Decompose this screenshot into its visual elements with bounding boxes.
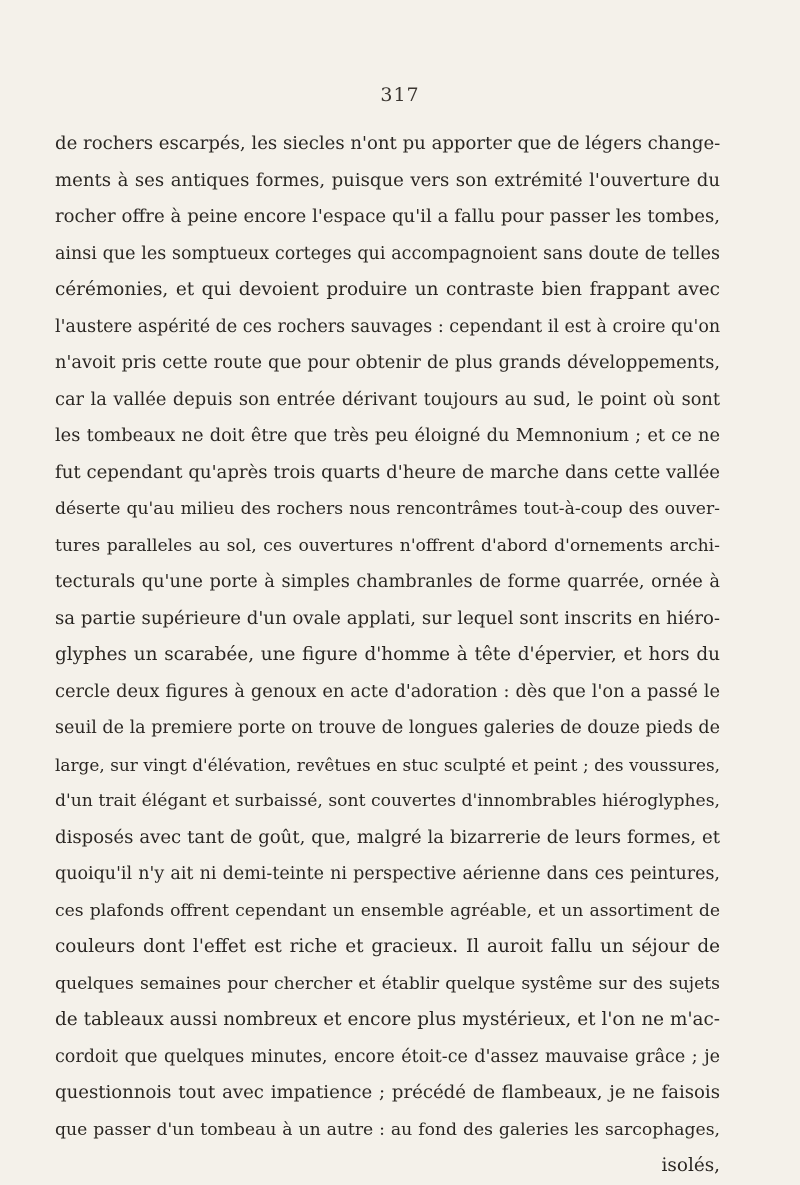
text-line: quoiqu'il n'y ait ni demi-teinte ni perspective aérienne dans ces peintures, [55,864,720,884]
text-line: tecturals qu'une porte à simples chambranles de forme quarrée, ornée à [55,571,720,592]
text-line: quelques semaines pour chercher et établir quelque systême sur des sujets [55,973,720,994]
text-line: sa partie supérieure d'un ovale applati, sur lequel sont inscrits en hiéro- [55,607,720,629]
text-line: de rochers escarpés, les siecles n'ont pu apporter que de légers change- [55,133,721,154]
text-line: d'un trait élégant et surbaissé, sont couvertes d'innombrables hiéroglyphes, [55,791,720,811]
text-line: cérémonies, et qui devoient produire un contraste bien frappant avec [55,279,720,300]
catchword: isolés, [661,1155,720,1176]
text-line: questionnois tout avec impatience ; précédé de flambeaux, je ne faisois [55,1082,720,1103]
page-number: 317 [380,84,420,106]
text-line: les tombeaux ne doit être que très peu éloigné du Memnonium ; et ce ne [55,425,720,446]
text-line: ments à ses antiques formes, puisque vers son extrémité l'ouverture du [55,169,720,191]
text-line: couleurs dont l'effet est riche et gracieux. Il auroit fallu un séjour de [55,936,720,957]
text-line: n'avoit pris cette route que pour obtenir de plus grands développements, [55,352,720,373]
text-line: disposés avec tant de goût, que, malgré la bizarrerie de leurs formes, et [55,826,720,848]
text-line: l'austere aspérité de ces rochers sauvages : cependant il est à croire qu'on [55,316,721,337]
text-line: seuil de la premiere porte on trouve de longues galeries de douze pieds de [55,718,720,738]
text-line: glyphes un scarabée, une figure d'homme à tête d'épervier, et hors du [55,644,720,665]
text-line: rocher offre à peine encore l'espace qu'il a fallu pour passer les tombes, [55,206,720,227]
text-line: déserte qu'au milieu des rochers nous rencontrâmes tout-à-coup des ouver- [55,499,720,519]
text-line: cercle deux figures à genoux en acte d'adoration : dès que l'on a passé le [55,680,720,702]
text-line: car la vallée depuis son entrée dérivant toujours au sud, le point où sont [55,388,720,410]
text-line: que passer d'un tombeau à un autre : au fond des galeries les sarcophages, [55,1119,720,1140]
text-line: ces plafonds offrent cependant un ensemble agréable, et un assortiment de [55,900,720,921]
text-line: tures paralleles au sol, ces ouvertures n'offrent d'abord d'ornements archi- [55,535,720,556]
body-text [55,126,720,1185]
text-line: large, sur vingt d'élévation, revêtues en stuc sculpté et peint ; des voussures, [55,754,720,775]
text-line: ainsi que les somptueux corteges qui accompagnoient sans doute de telles [55,243,720,264]
text-line: fut cependant qu'après trois quarts d'heure de marche dans cette vallée [55,461,720,483]
text-line: de tableaux aussi nombreux et encore plus mystérieux, et l'on ne m'ac- [55,1009,720,1030]
text-line: cordoit que quelques minutes, encore étoit-ce d'assez mauvaise grâce ; je [55,1046,720,1067]
